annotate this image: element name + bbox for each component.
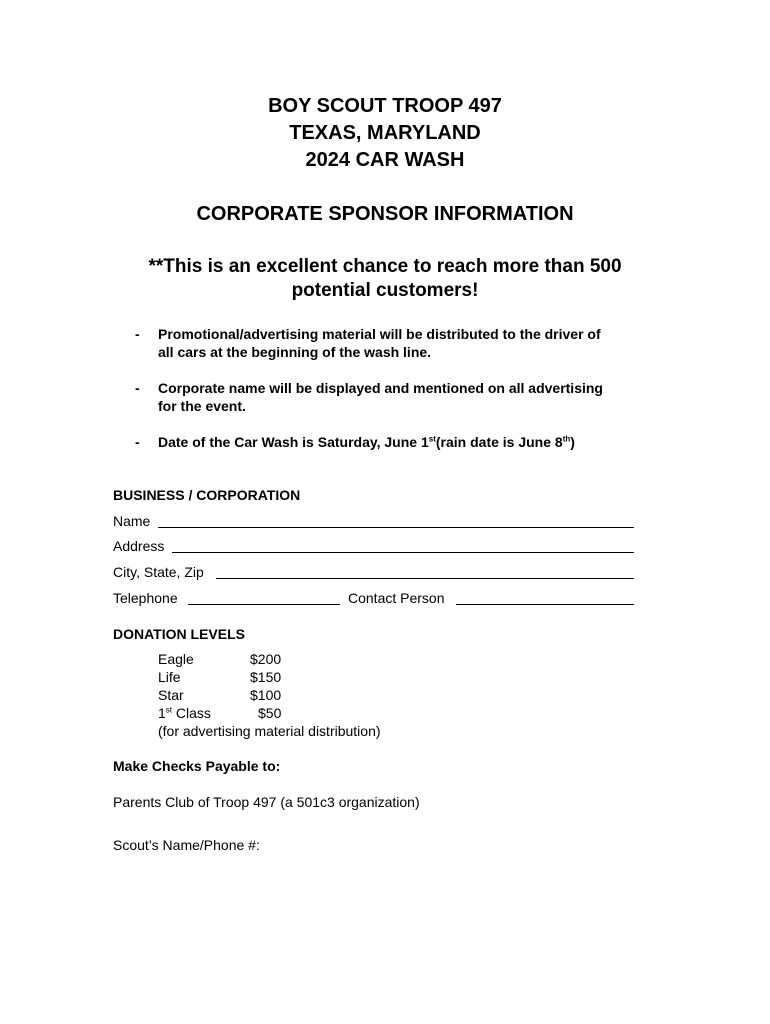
telephone-label: Telephone [113, 590, 178, 606]
level-name-life: Life [158, 669, 181, 685]
level-amount-star: $100 [250, 687, 282, 703]
address-field-line[interactable] [172, 552, 634, 553]
checks-payable-heading: Make Checks Payable to: [113, 758, 281, 774]
bullet-dash-3: - [135, 434, 140, 450]
pitch-line-2: potential customers! [291, 280, 479, 301]
city-state-zip-label: City, State, Zip [113, 564, 204, 580]
level-name-eagle: Eagle [158, 651, 194, 667]
bullet-2-line-1: Corporate name will be displayed and mentioned on all advertising [158, 380, 603, 396]
donation-levels-heading: DONATION LEVELS [113, 626, 245, 642]
level-amount-life: $150 [250, 669, 282, 685]
payee-text: Parents Club of Troop 497 (a 501c3 organization) [113, 794, 420, 810]
donation-note: (for advertising material distribution) [158, 723, 381, 739]
bullet-dash-2: - [135, 380, 140, 396]
bullet-2-line-2: for the event. [158, 398, 246, 414]
contact-person-field-line[interactable] [456, 604, 634, 605]
bullet-3-car-wash-date: Date of the Car Wash is Saturday, June 1st(rain date is June 8th) [158, 434, 575, 450]
city-state-zip-field-line[interactable] [216, 578, 634, 579]
title-location: TEXAS, MARYLAND [289, 122, 481, 144]
name-field-line[interactable] [158, 527, 634, 528]
pitch-line-1: **This is an excellent chance to reach more than 500 [148, 256, 622, 277]
level-name-star: Star [158, 687, 184, 703]
bullet-dash-1: - [135, 326, 140, 342]
scout-name-phone-label: Scout’s Name/Phone #: [113, 837, 260, 853]
title-troop: BOY SCOUT TROOP 497 [268, 95, 502, 117]
bullet-1-line-2: all cars at the beginning of the wash line. [158, 344, 432, 360]
name-label: Name [113, 513, 151, 529]
level-name-first-class: 1st Class [158, 705, 211, 721]
address-label: Address [113, 538, 165, 554]
telephone-field-line[interactable] [188, 604, 340, 605]
level-amount-eagle: $200 [250, 651, 282, 667]
subtitle-sponsor-info: CORPORATE SPONSOR INFORMATION [196, 203, 574, 225]
level-amount-first-class: $50 [258, 705, 282, 721]
contact-person-label: Contact Person [348, 590, 445, 606]
bullet-1-line-1: Promotional/advertising material will be distributed to the driver of [158, 326, 601, 342]
business-heading: BUSINESS / CORPORATION [113, 487, 301, 503]
title-event: 2024 CAR WASH [305, 149, 465, 171]
